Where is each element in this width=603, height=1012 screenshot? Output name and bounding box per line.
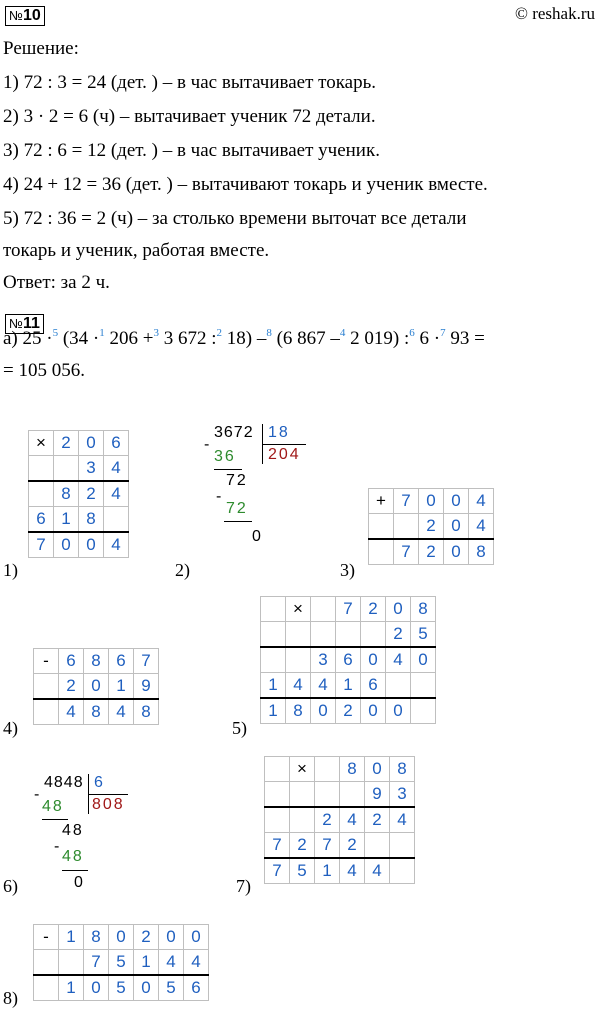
expression-result: = 105 056. (3, 360, 85, 381)
order-mark: 3 (153, 327, 159, 339)
calc-2-division: 3672 18 204 - 36 72 - 72 0 (202, 424, 312, 574)
calc-3-table: + 7 0 0 4 2 0 4 7 2 0 8 (368, 488, 494, 565)
order-mark: 4 (339, 327, 346, 339)
order-mark: 2 (216, 327, 222, 339)
step-5: 5) 72 : 36 = 2 (ч) – за столько времени выточат все детали (3, 208, 467, 229)
order-mark: 8 (266, 327, 272, 339)
calc-label-1: 1) (3, 560, 18, 580)
calc-label-5: 5) (232, 718, 247, 738)
order-mark: 1 (99, 327, 105, 339)
calc-label-6: 6) (3, 876, 18, 896)
calc-5-table: × 7 2 0 8 2 5 3 6 0 4 0 1 4 4 1 6 1 8 0 2 0 0 (260, 596, 436, 724)
step-1: 1) 72 : 3 = 24 (дет. ) – в час вытачивает токарь. (3, 72, 376, 93)
task-number-badge-10: №10 (5, 6, 45, 26)
watermark-text: © reshak.ru (515, 4, 595, 23)
calc-label-2: 2) (175, 560, 190, 580)
order-mark: 7 (440, 327, 446, 339)
expression: а) 25 ·$^5$ (34 ·$^1$ 206 +$^3$ 3 672 :$^2$ 18) –$^8$ (6 867 –$^4$ 2 019) :$^6$ 6 ·$^7$ 93 = (3, 327, 485, 349)
task-number-badge-11: №11 (5, 314, 44, 334)
calc-label-7: 7) (236, 876, 251, 896)
calc-6-division: 4848 6 808 - 48 48 - 48 0 (32, 774, 142, 894)
order-mark: 6 (409, 327, 415, 339)
order-mark: 5 (52, 327, 59, 339)
calc-1-table: × 2 0 6 3 4 8 2 4 6 1 8 7 0 0 4 (28, 430, 129, 558)
calc-label-4: 4) (3, 718, 18, 738)
step-3: 3) 72 : 6 = 12 (дет. ) – в час вытачивает ученик. (3, 140, 380, 161)
solution-heading: Решение: (3, 38, 79, 59)
step-4: 4) 24 + 12 = 36 (дет. ) – вытачивают токарь и ученик вместе. (3, 174, 488, 195)
calc-label-8: 8) (3, 988, 18, 1008)
calc-7-table: × 8 0 8 9 3 2 4 2 4 7 2 7 2 7 5 1 4 4 (264, 756, 415, 884)
step-2: 2) 3 · 2 = 6 (ч) – вытачивает ученик 72 детали. (3, 106, 376, 127)
answer: Ответ: за 2 ч. (3, 272, 110, 293)
calc-4-table: - 6 8 6 7 2 0 1 9 4 8 4 8 (33, 648, 159, 725)
calc-8-table: - 1 8 0 2 0 0 7 5 1 4 4 1 0 5 0 5 6 (33, 924, 209, 1001)
calc-label-3: 3) (340, 560, 355, 580)
step-5-cont: токарь и ученик, работая вместе. (3, 240, 270, 261)
